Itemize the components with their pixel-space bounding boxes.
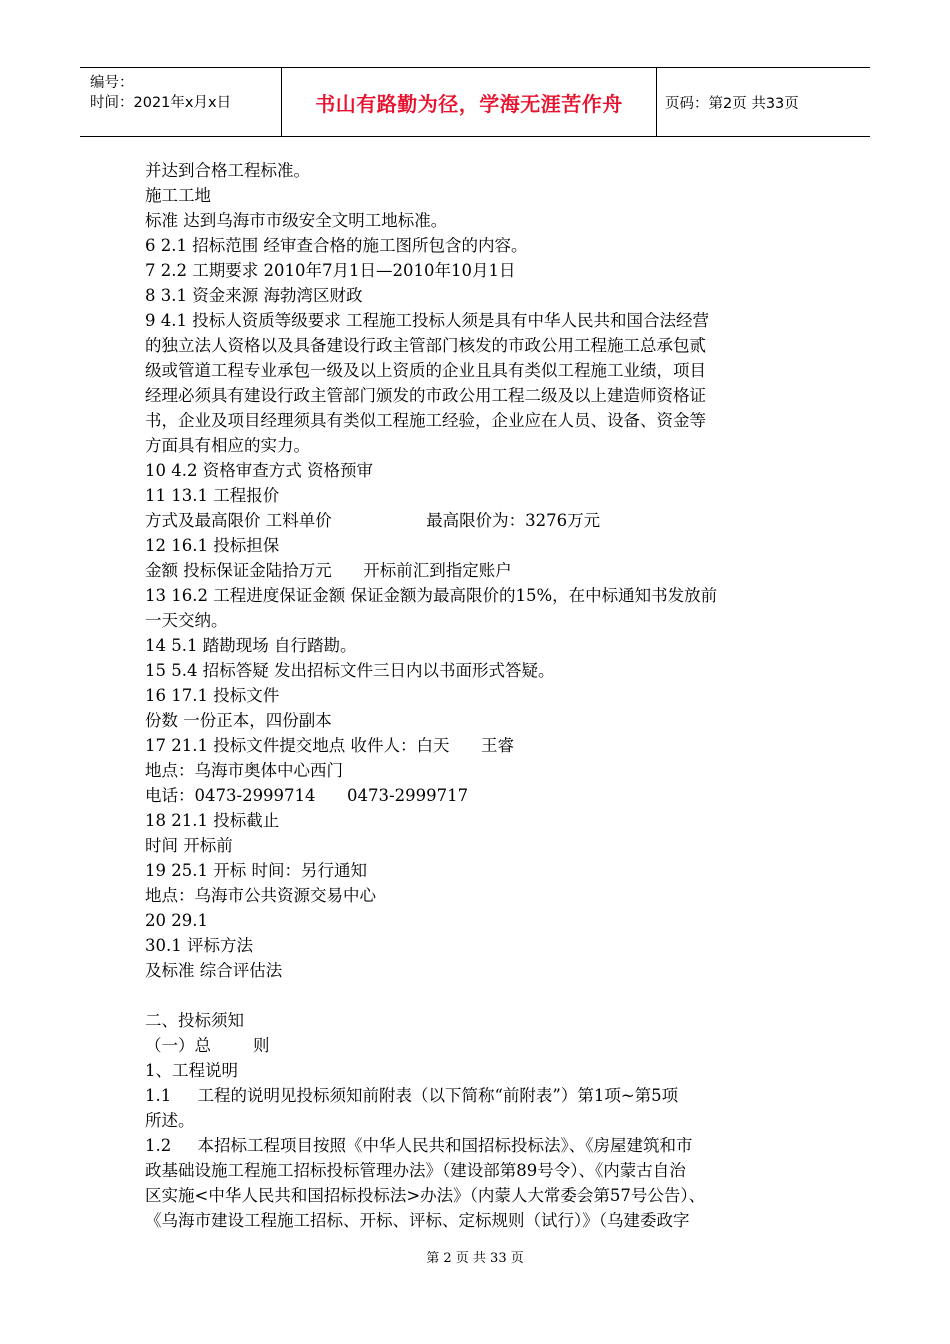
body-line: 方式及最高限价 工料单价 最高限价为：3276万元 [145,511,601,530]
body-line [145,983,810,1008]
body-line: 级或管道工程专业承包一级及以上资质的企业且具有类似工程施工业绩，项目 [145,361,706,380]
body-line: 15 5.4 招标答疑 发出招标文件三日内以书面形式答疑。 [145,661,555,680]
body-line: 16 17.1 投标文件 [145,686,280,705]
body-line: 18 21.1 投标截止 [145,811,280,830]
body-line: 1.1 工程的说明见投标须知前附表（以下简称“前附表”）第1项~第5项 [145,1086,679,1105]
body-line: 并达到合格工程标准。 [145,161,310,180]
body-line: 二、投标须知 [145,1011,244,1030]
body-line: 1、工程说明 [145,1061,238,1080]
header-page-info: 页码：第2页 共33页 [665,95,799,112]
body-line: 金额 投标保证金陆拾万元 开标前汇到指定账户 [145,561,512,580]
body-line: 政基础设施工程施工招标投标管理办法》（建设部第89号令）、《内蒙古自治 [145,1161,686,1180]
body-line: 《乌海市建设工程施工招标、开标、评标、定标规则（试行）》（乌建委政字 [145,1211,690,1230]
body-line: 时间 开标前 [145,836,233,855]
body-line: 区实施<中华人民共和国招标投标法>办法》（内蒙人大常委会第57号公告）、 [145,1186,706,1205]
body-line: 施工工地 [145,186,211,205]
body-line: 30.1 评标方法 [145,936,253,955]
body-line: 电话：0473-2999714 0473-2999717 [145,786,469,805]
body-line: 份数 一份正本，四份副本 [145,711,332,730]
body-line: 13 16.2 工程进度保证金额 保证金额为最高限价的15%，在中标通知书发放前 [145,586,718,605]
body-line: 标准 达到乌海市市级安全文明工地标准。 [145,211,448,230]
body-line: 7 2.2 工期要求 2010年7月1日—2010年10月1日 [145,261,516,280]
body-line: 的独立法人资格以及具备建设行政主管部门核发的市政公用工程施工总承包贰 [145,336,706,355]
document-time-label: 时间：2021年x月x日 [90,95,232,111]
body-line: 6 2.1 招标范围 经审查合格的施工图所包含的内容。 [145,236,528,255]
body-line: 1.2 本招标工程项目按照《中华人民共和国招标投标法》、《房屋建筑和市 [145,1136,693,1155]
body-line: （一）总 则 [145,1036,270,1055]
document-number-label: 编号： [90,75,134,91]
document-body [145,158,810,1233]
body-line: 11 13.1 工程报价 [145,486,280,505]
body-line: 19 25.1 开标 时间：另行通知 [145,861,367,880]
body-line: 地点：乌海市奥体中心西门 [145,761,343,780]
body-line: 一天交纳。 [145,611,228,630]
body-line: 及标准 综合评估法 [145,961,283,980]
body-line: 地点：乌海市公共资源交易中心 [145,886,376,905]
body-line: 方面具有相应的实力。 [145,436,310,455]
body-line: 所述。 [145,1111,195,1130]
body-line: 20 29.1 [145,911,208,930]
body-line: 书，企业及项目经理须具有类似工程施工经验，企业应在人员、设备、资金等 [145,411,706,430]
body-line: 17 21.1 投标文件提交地点 收件人：白天 王睿 [145,736,514,755]
page-header [80,67,870,137]
header-meta-cell [80,68,282,136]
header-motto: 书山有路勤为径，学海无涯苦作舟 [282,68,657,136]
body-line: 9 4.1 投标人资质等级要求 工程施工投标人须是具有中华人民共和国合法经营 [145,311,709,330]
body-line: 8 3.1 资金来源 海勃湾区财政 [145,286,363,305]
page-footer: 第 2 页 共 33 页 [426,1251,524,1266]
body-line: 经理必须具有建设行政主管部门颁发的市政公用工程二级及以上建造师资格证 [145,386,706,405]
body-line: 12 16.1 投标担保 [145,536,280,555]
body-line: 14 5.1 踏勘现场 自行踏勘。 [145,636,357,655]
body-line: 10 4.2 资格审查方式 资格预审 [145,461,373,480]
